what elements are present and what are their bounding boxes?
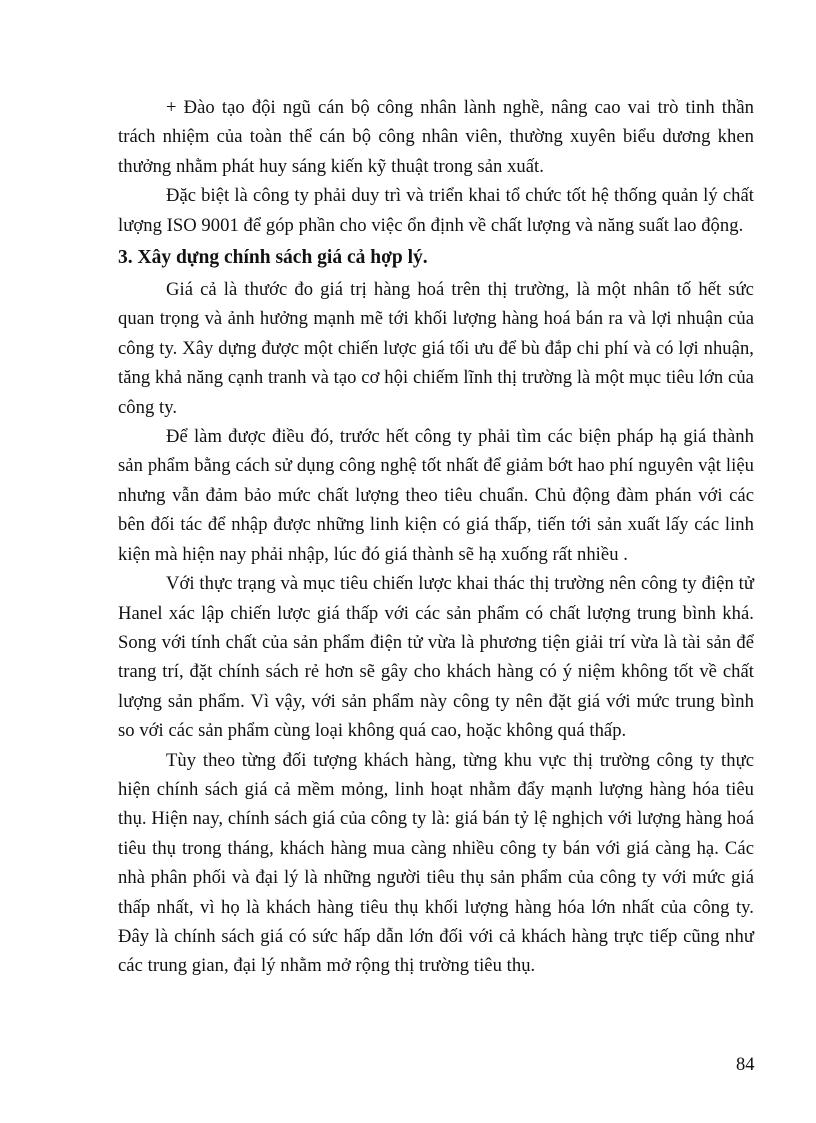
paragraph-cost-reduction: Để làm được điều đó, trước hết công ty phải tìm các biện pháp hạ giá thành sản phẩm bằng cách sử dụng công nghệ tốt nhất để giảm bớt hao phí nguyên vật liệu nhưng vẫn đảm bảo mức chất lượng theo tiêu chuẩn. Chủ động đàm phán với các bên đối tác để nhập được những linh kiện có giá thấp, tiến tới sản xuất lấy các linh kiện mà hiện nay phải nhập, lúc đó giá thành sẽ hạ xuống rất nhiều . [118,426,754,565]
page-number: 84 [736,1055,755,1075]
paragraph-price-definition: Giá cả là thước đo giá trị hàng hoá trên thị trường, là một nhân tố hết sức quan trọng và ảnh hưởng mạnh mẽ tới khối lượng hàng hoá bán ra và lợi nhuận của công ty. Xây dựng được một chiến lược giá tối ưu để bù đắp chi phí và có lợi nhuận, tăng khả năng cạnh tranh và tạo cơ hội chiếm lĩnh thị trường là một mục tiêu lớn của công ty. [118,279,754,418]
paragraph-flexible-pricing: Tùy theo từng đối tượng khách hàng, từng khu vực thị trường công ty thực hiện chính sách giá cả mềm mỏng, linh hoạt nhằm đẩy mạnh lượng hàng hóa tiêu thụ. Hiện nay, chính sách giá của công ty là: giá bán tỷ lệ nghịch với lượng hàng hoá tiêu thụ trong tháng, khách hàng mua càng nhiều công ty bán với giá càng hạ. Các nhà phân phối và đại lý là những người tiêu thụ sản phẩm của công ty với mức giá thấp nhất, vì họ là khách hàng tiêu thụ khối lượng hàng hóa lớn nhất của công ty. Đây là chính sách giá có sức hấp dẫn lớn đối với cả khách hàng trực tiếp cũng như các trung gian, đại lý nhằm mở rộng thị trường tiêu thụ. [118,749,754,977]
document-page [118,93,754,981]
paragraph-hanel-strategy: Với thực trạng và mục tiêu chiến lược khai thác thị trường nên công ty điện tử Hanel xác lập chiến lược giá thấp với các sản phẩm có chất lượng trung bình khá. Song với tính chất của sản phẩm điện tử vừa là phương tiện giải trí vừa là tài sản để trang trí, đặt chính sách rẻ hơn sẽ gây cho khách hàng có ý niệm không tốt về chất lượng sản phẩm. Vì vậy, với sản phẩm này công ty nên đặt giá với mức trung bình so với các sản phẩm cùng loại không quá cao, hoặc không quá thấp. [118,573,754,742]
paragraph-iso-quality: Đặc biệt là công ty phải duy trì và triển khai tổ chức tốt hệ thống quản lý chất lượng ISO 9001 để góp phần cho việc ổn định về chất lượng và năng suất lao động. [118,185,754,236]
paragraph-training: + Đào tạo đội ngũ cán bộ công nhân lành nghề, nâng cao vai trò tinh thần trách nhiệm của toàn thể cán bộ công nhân viên, thường xuyên biểu dương khen thưởng nhằm phát huy sáng kiến kỹ thuật trong sản xuất. [118,97,754,177]
section-heading: 3. Xây dựng chính sách giá cả hợp lý. [118,247,428,269]
